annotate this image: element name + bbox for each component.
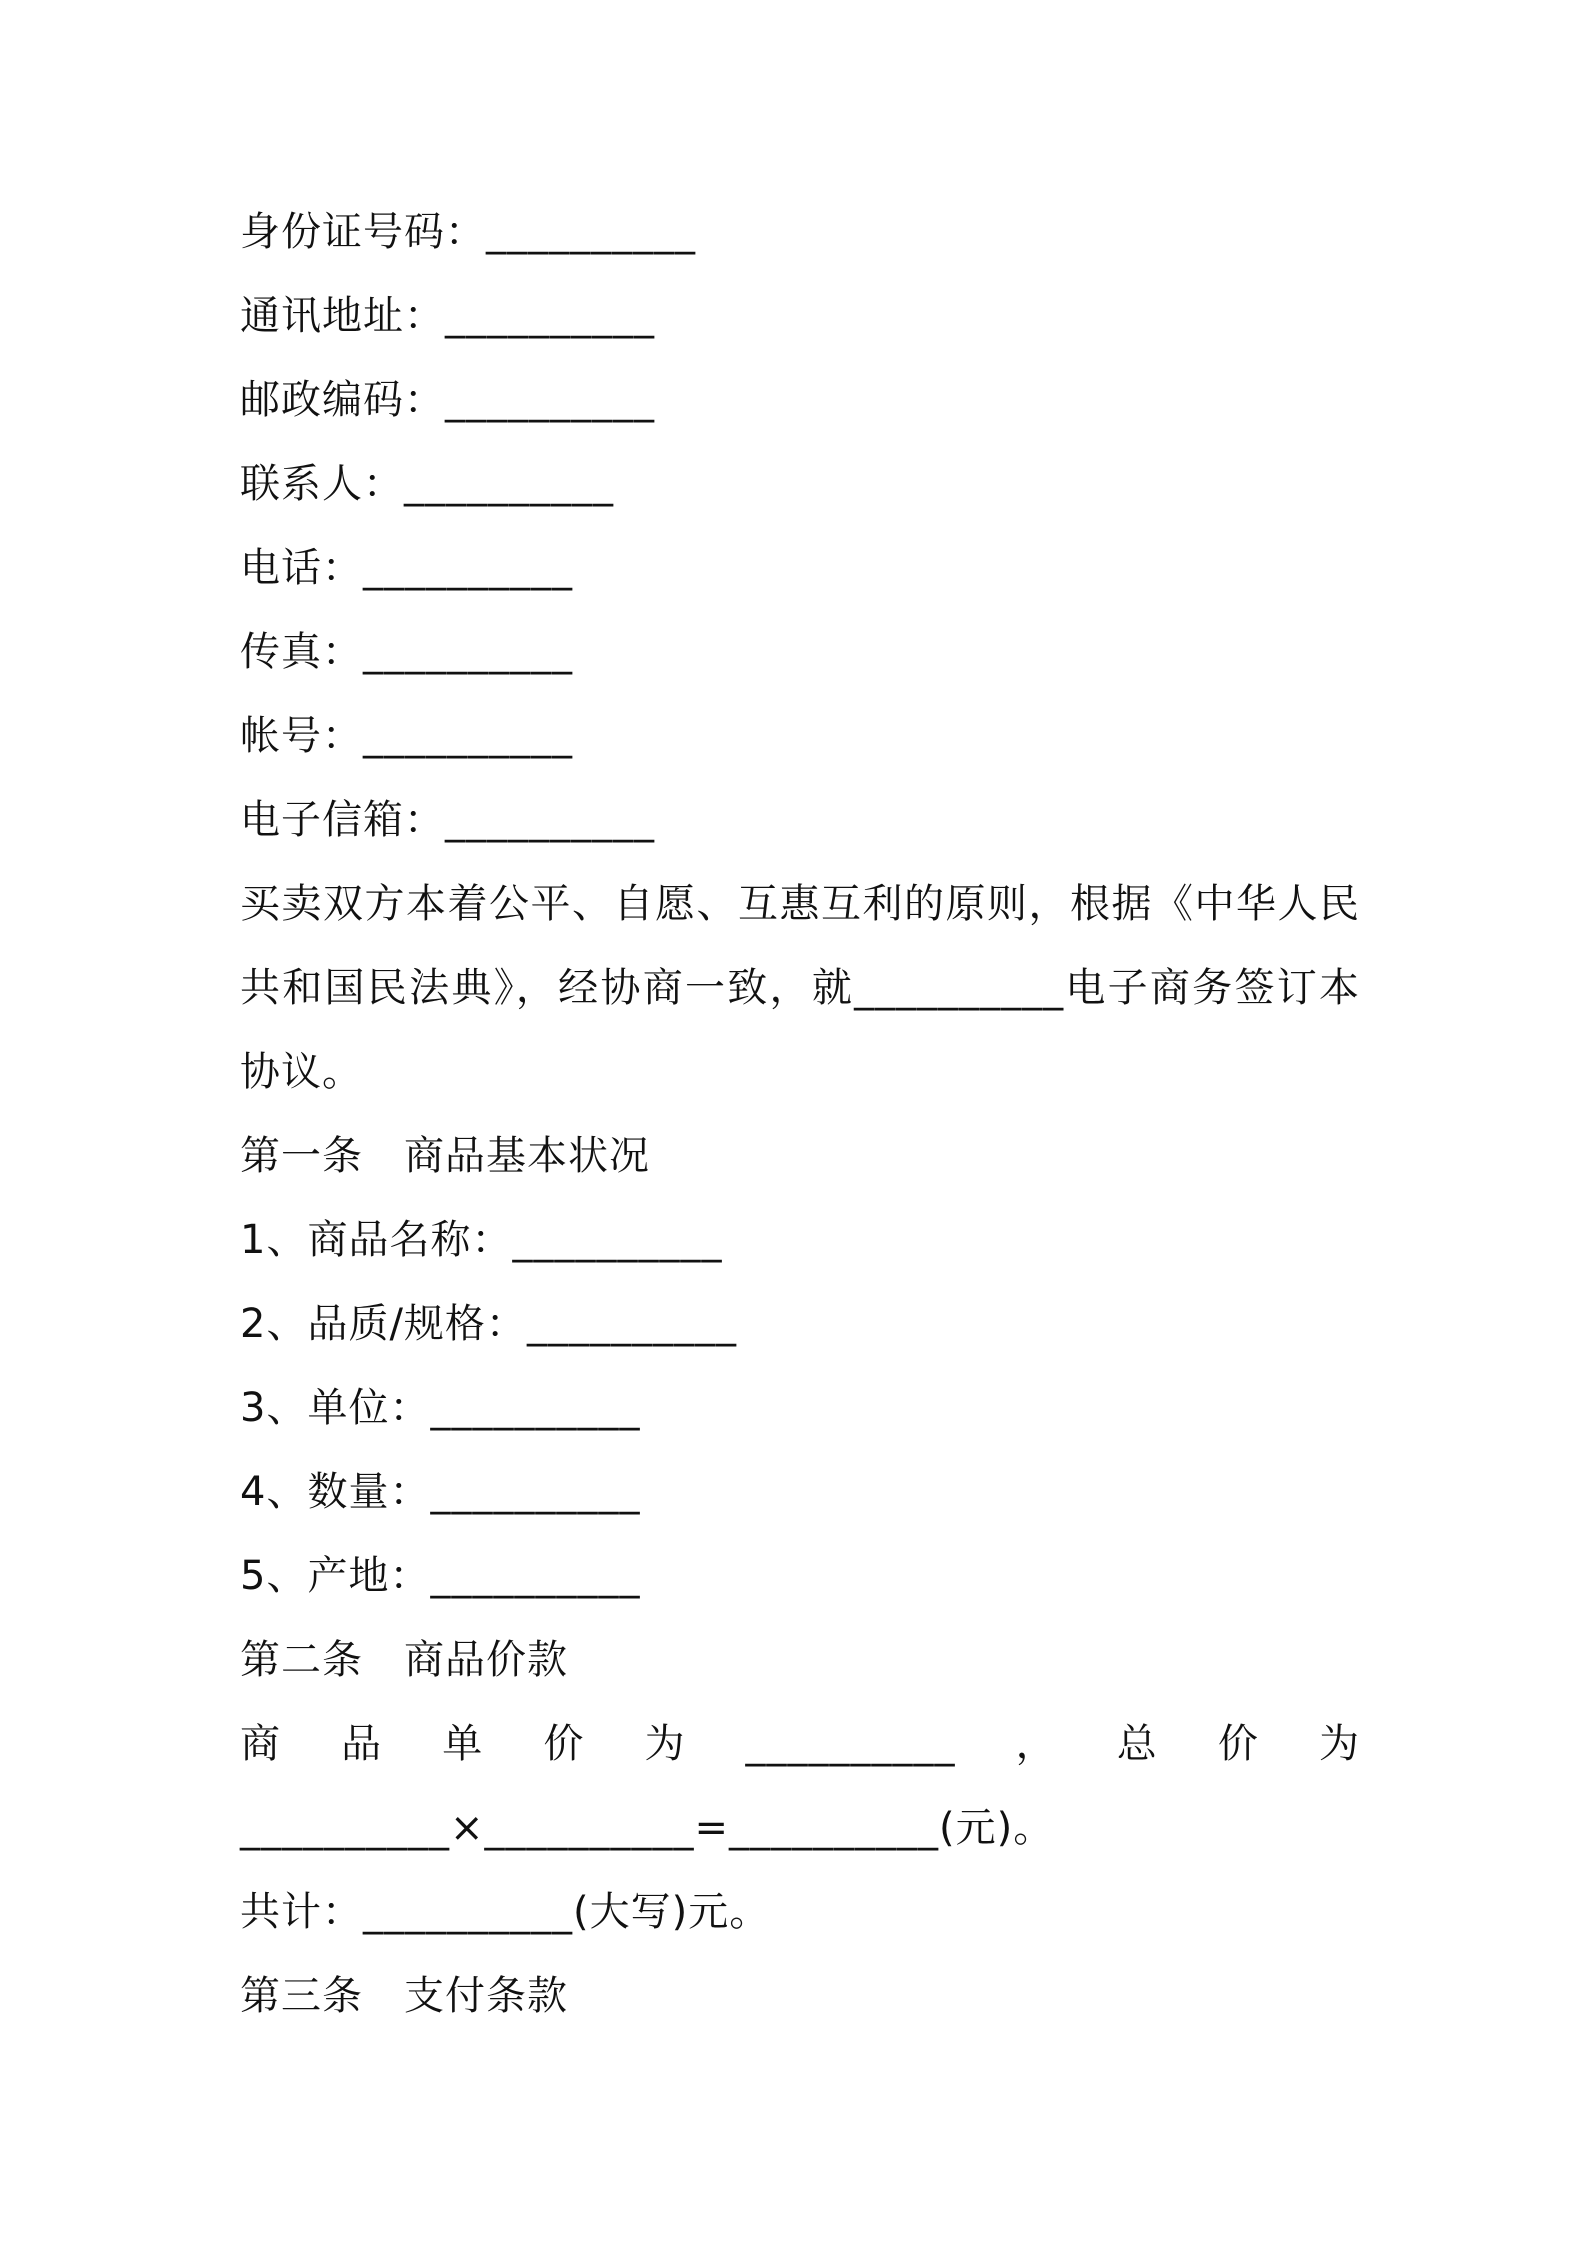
field-label: 帐号： xyxy=(240,713,363,759)
field-value: __________ xyxy=(445,293,655,339)
origin-item xyxy=(240,1534,1360,1618)
article-1-heading: 第一条 商品基本状况 xyxy=(240,1133,650,1179)
field-value: __________ xyxy=(445,377,655,423)
address-field xyxy=(240,274,1360,358)
item-label: 3、单位： xyxy=(240,1385,431,1431)
item-value: __________ xyxy=(430,1469,641,1515)
field-value: __________ xyxy=(363,629,573,675)
preamble-paragraph: 买卖双方本着公平、自愿、互惠互利的原则，根据《中华人民共和国民法典》，经协商一致，就__________电子商务签订本协议。 xyxy=(240,881,1360,1095)
article-2-heading: 第二条 商品价款 xyxy=(240,1637,568,1683)
field-label: 电子信箱： xyxy=(240,797,445,843)
contact-person-field xyxy=(240,442,1360,526)
field-label: 邮政编码： xyxy=(240,377,445,423)
field-value: __________ xyxy=(486,209,696,255)
field-value: __________ xyxy=(363,713,573,759)
item-label: 2、品质/规格： xyxy=(240,1301,527,1347)
quality-spec-item xyxy=(240,1282,1360,1366)
email-field xyxy=(240,778,1360,862)
item-value: __________ xyxy=(430,1553,641,1599)
field-label: 联系人： xyxy=(240,461,404,507)
phone-field xyxy=(240,526,1360,610)
field-value: __________ xyxy=(445,797,655,843)
contract-page xyxy=(240,190,1360,2038)
account-field xyxy=(240,694,1360,778)
total-amount-line: 共计：__________(大写)元。 xyxy=(240,1889,771,1935)
item-label: 1、商品名称： xyxy=(240,1217,513,1263)
field-value: __________ xyxy=(363,545,573,591)
item-value: __________ xyxy=(430,1385,641,1431)
article-3-heading: 第三条 支付条款 xyxy=(240,1973,568,2019)
id-number-field xyxy=(240,190,1360,274)
field-value: __________ xyxy=(404,461,614,507)
quantity-item xyxy=(240,1450,1360,1534)
price-paragraph: 商品单价为__________，总价为__________×__________=__________(元)。 xyxy=(240,1721,1360,1851)
postal-code-field xyxy=(240,358,1360,442)
item-label: 4、数量： xyxy=(240,1469,431,1515)
item-value: __________ xyxy=(512,1217,723,1263)
field-label: 身份证号码： xyxy=(240,209,486,255)
field-label: 电话： xyxy=(240,545,363,591)
field-label: 通讯地址： xyxy=(240,293,445,339)
unit-item xyxy=(240,1366,1360,1450)
product-name-item xyxy=(240,1198,1360,1282)
fax-field xyxy=(240,610,1360,694)
field-label: 传真： xyxy=(240,629,363,675)
item-value: __________ xyxy=(526,1301,737,1347)
item-label: 5、产地： xyxy=(240,1553,431,1599)
